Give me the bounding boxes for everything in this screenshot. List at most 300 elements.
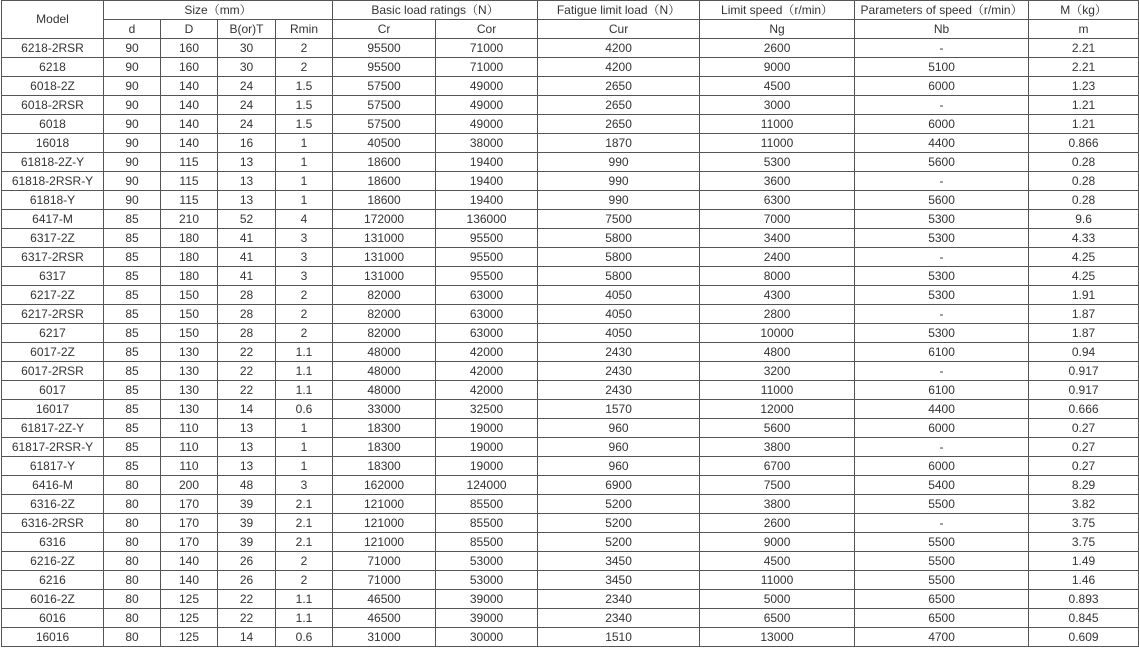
cell-rmin: 2 xyxy=(276,39,333,58)
cell-rmin: 1.1 xyxy=(276,362,333,381)
cell-rmin: 2.1 xyxy=(276,533,333,552)
cell-cur: 2430 xyxy=(538,343,700,362)
cell-outer-d: 110 xyxy=(161,419,218,438)
cell-mass: 0.917 xyxy=(1029,381,1139,400)
cell-d: 85 xyxy=(104,229,161,248)
cell-cr: 162000 xyxy=(333,476,436,495)
cell-model: 6316-2RSR xyxy=(2,514,104,533)
cell-outer-d: 115 xyxy=(161,191,218,210)
cell-d: 80 xyxy=(104,533,161,552)
cell-ng: 3000 xyxy=(700,96,855,115)
cell-rmin: 1 xyxy=(276,457,333,476)
cell-mass: 0.28 xyxy=(1029,191,1139,210)
cell-mass: 9.6 xyxy=(1029,210,1139,229)
cell-rmin: 1.5 xyxy=(276,115,333,134)
cell-outer-d: 150 xyxy=(161,324,218,343)
cell-cr: 18300 xyxy=(333,438,436,457)
cell-nb: 4400 xyxy=(855,134,1029,153)
cell-model: 6316-2Z xyxy=(2,495,104,514)
subheader-cor: Cor xyxy=(436,20,538,39)
cell-cor: 49000 xyxy=(436,96,538,115)
cell-outer-d: 210 xyxy=(161,210,218,229)
cell-nb: 4400 xyxy=(855,400,1029,419)
cell-cur: 2340 xyxy=(538,609,700,628)
cell-rmin: 1 xyxy=(276,438,333,457)
cell-ng: 11000 xyxy=(700,115,855,134)
header-row xyxy=(2,1,1139,20)
cell-outer-d: 200 xyxy=(161,476,218,495)
cell-ng: 9000 xyxy=(700,533,855,552)
cell-model: 16018 xyxy=(2,134,104,153)
cell-cr: 82000 xyxy=(333,324,436,343)
cell-nb: 5500 xyxy=(855,533,1029,552)
cell-cor: 39000 xyxy=(436,590,538,609)
cell-rmin: 2.1 xyxy=(276,495,333,514)
cell-ng: 2400 xyxy=(700,248,855,267)
cell-d: 85 xyxy=(104,286,161,305)
cell-nb: 6100 xyxy=(855,381,1029,400)
subheader-ng: Ng xyxy=(700,20,855,39)
cell-cr: 18600 xyxy=(333,191,436,210)
cell-model: 61818-Y xyxy=(2,191,104,210)
cell-cr: 46500 xyxy=(333,590,436,609)
cell-cor: 53000 xyxy=(436,552,538,571)
cell-cor: 42000 xyxy=(436,381,538,400)
table-row xyxy=(2,172,1139,191)
cell-cr: 82000 xyxy=(333,286,436,305)
cell-model: 6218-2RSR xyxy=(2,39,104,58)
cell-cr: 31000 xyxy=(333,628,436,647)
cell-rmin: 1.1 xyxy=(276,590,333,609)
cell-width: 26 xyxy=(218,552,276,571)
cell-ng: 11000 xyxy=(700,381,855,400)
cell-outer-d: 110 xyxy=(161,457,218,476)
table-row xyxy=(2,210,1139,229)
cell-d: 90 xyxy=(104,134,161,153)
cell-rmin: 2 xyxy=(276,305,333,324)
cell-nb: 4700 xyxy=(855,628,1029,647)
header-mass: M（kg） xyxy=(1029,1,1139,20)
cell-cor: 53000 xyxy=(436,571,538,590)
cell-d: 85 xyxy=(104,267,161,286)
cell-outer-d: 180 xyxy=(161,248,218,267)
cell-outer-d: 130 xyxy=(161,362,218,381)
cell-cr: 95500 xyxy=(333,39,436,58)
cell-nb: 5300 xyxy=(855,286,1029,305)
cell-ng: 8000 xyxy=(700,267,855,286)
cell-rmin: 3 xyxy=(276,248,333,267)
table-row xyxy=(2,153,1139,172)
cell-cur: 1570 xyxy=(538,400,700,419)
cell-d: 85 xyxy=(104,210,161,229)
cell-width: 13 xyxy=(218,191,276,210)
cell-mass: 0.609 xyxy=(1029,628,1139,647)
cell-cur: 6900 xyxy=(538,476,700,495)
cell-d: 80 xyxy=(104,571,161,590)
cell-model: 6217 xyxy=(2,324,104,343)
cell-nb: 6000 xyxy=(855,457,1029,476)
cell-mass: 3.75 xyxy=(1029,514,1139,533)
cell-cr: 48000 xyxy=(333,343,436,362)
cell-cor: 71000 xyxy=(436,39,538,58)
table-row xyxy=(2,343,1139,362)
table-row xyxy=(2,324,1139,343)
cell-rmin: 2 xyxy=(276,324,333,343)
cell-width: 22 xyxy=(218,381,276,400)
cell-width: 41 xyxy=(218,248,276,267)
cell-rmin: 1 xyxy=(276,191,333,210)
cell-mass: 0.845 xyxy=(1029,609,1139,628)
cell-cor: 95500 xyxy=(436,248,538,267)
cell-model: 6216 xyxy=(2,571,104,590)
header-model: Model xyxy=(2,1,104,39)
cell-model: 6216-2Z xyxy=(2,552,104,571)
cell-width: 30 xyxy=(218,39,276,58)
cell-model: 61817-Y xyxy=(2,457,104,476)
cell-nb: 5300 xyxy=(855,210,1029,229)
table-row xyxy=(2,39,1139,58)
cell-ng: 4500 xyxy=(700,552,855,571)
cell-model: 16017 xyxy=(2,400,104,419)
table-row xyxy=(2,305,1139,324)
cell-cr: 121000 xyxy=(333,495,436,514)
cell-mass: 0.917 xyxy=(1029,362,1139,381)
subheader-rmin: Rmin xyxy=(276,20,333,39)
cell-outer-d: 140 xyxy=(161,115,218,134)
cell-cur: 2340 xyxy=(538,590,700,609)
cell-rmin: 1.1 xyxy=(276,381,333,400)
cell-model: 6316 xyxy=(2,533,104,552)
cell-width: 13 xyxy=(218,172,276,191)
cell-mass: 0.27 xyxy=(1029,419,1139,438)
cell-ng: 7000 xyxy=(700,210,855,229)
cell-mass: 2.21 xyxy=(1029,58,1139,77)
cell-mass: 0.94 xyxy=(1029,343,1139,362)
cell-cur: 2430 xyxy=(538,381,700,400)
cell-cr: 40500 xyxy=(333,134,436,153)
cell-cur: 2650 xyxy=(538,115,700,134)
cell-width: 28 xyxy=(218,324,276,343)
cell-mass: 0.893 xyxy=(1029,590,1139,609)
cell-d: 90 xyxy=(104,39,161,58)
cell-rmin: 1 xyxy=(276,134,333,153)
cell-ng: 5000 xyxy=(700,590,855,609)
table-row xyxy=(2,134,1139,153)
cell-width: 24 xyxy=(218,96,276,115)
cell-mass: 0.27 xyxy=(1029,457,1139,476)
cell-d: 85 xyxy=(104,457,161,476)
cell-width: 41 xyxy=(218,267,276,286)
cell-nb: 6000 xyxy=(855,77,1029,96)
table-row xyxy=(2,267,1139,286)
cell-cur: 5200 xyxy=(538,533,700,552)
cell-d: 80 xyxy=(104,495,161,514)
cell-cur: 960 xyxy=(538,438,700,457)
table-row xyxy=(2,191,1139,210)
cell-cor: 124000 xyxy=(436,476,538,495)
cell-model: 6017 xyxy=(2,381,104,400)
cell-width: 24 xyxy=(218,77,276,96)
cell-outer-d: 150 xyxy=(161,286,218,305)
cell-d: 80 xyxy=(104,476,161,495)
cell-cur: 960 xyxy=(538,419,700,438)
table-row xyxy=(2,590,1139,609)
cell-cor: 63000 xyxy=(436,286,538,305)
cell-mass: 1.21 xyxy=(1029,96,1139,115)
cell-cr: 48000 xyxy=(333,381,436,400)
table-body xyxy=(2,39,1139,647)
cell-cor: 85500 xyxy=(436,533,538,552)
subheader-cur: Cur xyxy=(538,20,700,39)
cell-cr: 71000 xyxy=(333,552,436,571)
cell-ng: 3400 xyxy=(700,229,855,248)
cell-cur: 5800 xyxy=(538,229,700,248)
cell-cor: 95500 xyxy=(436,229,538,248)
cell-ng: 4800 xyxy=(700,343,855,362)
subheader-nb: Nb xyxy=(855,20,1029,39)
cell-nb: 5500 xyxy=(855,495,1029,514)
cell-outer-d: 115 xyxy=(161,153,218,172)
cell-d: 85 xyxy=(104,381,161,400)
cell-rmin: 0.6 xyxy=(276,628,333,647)
cell-nb: 6000 xyxy=(855,419,1029,438)
cell-model: 61818-2RSR-Y xyxy=(2,172,104,191)
cell-rmin: 4 xyxy=(276,210,333,229)
cell-cur: 990 xyxy=(538,153,700,172)
cell-d: 80 xyxy=(104,552,161,571)
cell-cor: 32500 xyxy=(436,400,538,419)
cell-rmin: 3 xyxy=(276,476,333,495)
cell-model: 6016 xyxy=(2,609,104,628)
cell-ng: 3600 xyxy=(700,172,855,191)
cell-mass: 3.82 xyxy=(1029,495,1139,514)
cell-cur: 5800 xyxy=(538,267,700,286)
cell-ng: 11000 xyxy=(700,571,855,590)
cell-model: 6416-M xyxy=(2,476,104,495)
cell-outer-d: 170 xyxy=(161,514,218,533)
cell-cur: 2650 xyxy=(538,77,700,96)
cell-cr: 131000 xyxy=(333,248,436,267)
cell-cr: 57500 xyxy=(333,77,436,96)
cell-width: 14 xyxy=(218,628,276,647)
table-row xyxy=(2,58,1139,77)
cell-width: 22 xyxy=(218,362,276,381)
cell-cor: 19400 xyxy=(436,172,538,191)
cell-outer-d: 140 xyxy=(161,134,218,153)
cell-nb: 5100 xyxy=(855,58,1029,77)
cell-ng: 2600 xyxy=(700,39,855,58)
cell-d: 90 xyxy=(104,96,161,115)
cell-mass: 1.87 xyxy=(1029,324,1139,343)
cell-d: 90 xyxy=(104,153,161,172)
cell-cr: 18600 xyxy=(333,153,436,172)
cell-cor: 39000 xyxy=(436,609,538,628)
cell-ng: 12000 xyxy=(700,400,855,419)
cell-rmin: 1 xyxy=(276,172,333,191)
cell-nb: 6500 xyxy=(855,609,1029,628)
subheader-D: D xyxy=(161,20,218,39)
cell-cor: 95500 xyxy=(436,267,538,286)
cell-cr: 71000 xyxy=(333,571,436,590)
cell-width: 24 xyxy=(218,115,276,134)
table-row xyxy=(2,457,1139,476)
cell-rmin: 1 xyxy=(276,153,333,172)
cell-rmin: 2 xyxy=(276,58,333,77)
cell-ng: 3800 xyxy=(700,438,855,457)
cell-outer-d: 125 xyxy=(161,590,218,609)
cell-ng: 6500 xyxy=(700,609,855,628)
cell-cur: 4200 xyxy=(538,58,700,77)
cell-cur: 3450 xyxy=(538,552,700,571)
cell-width: 22 xyxy=(218,590,276,609)
cell-rmin: 2 xyxy=(276,286,333,305)
cell-cor: 49000 xyxy=(436,77,538,96)
cell-d: 90 xyxy=(104,172,161,191)
cell-width: 16 xyxy=(218,134,276,153)
cell-mass: 1.46 xyxy=(1029,571,1139,590)
table-row xyxy=(2,609,1139,628)
cell-cr: 18300 xyxy=(333,457,436,476)
cell-nb: 5300 xyxy=(855,229,1029,248)
cell-nb: - xyxy=(855,305,1029,324)
cell-nb: 6500 xyxy=(855,590,1029,609)
cell-cor: 42000 xyxy=(436,343,538,362)
cell-nb: 5600 xyxy=(855,191,1029,210)
cell-outer-d: 125 xyxy=(161,609,218,628)
cell-d: 80 xyxy=(104,628,161,647)
cell-nb: 6100 xyxy=(855,343,1029,362)
table-row xyxy=(2,286,1139,305)
cell-model: 6217-2Z xyxy=(2,286,104,305)
cell-nb: 6000 xyxy=(855,115,1029,134)
header-fatigue: Fatigue limit load（N） xyxy=(538,1,700,20)
cell-width: 26 xyxy=(218,571,276,590)
cell-d: 80 xyxy=(104,590,161,609)
cell-d: 90 xyxy=(104,58,161,77)
cell-d: 85 xyxy=(104,400,161,419)
cell-rmin: 3 xyxy=(276,229,333,248)
cell-nb: 5500 xyxy=(855,571,1029,590)
cell-outer-d: 130 xyxy=(161,400,218,419)
cell-mass: 0.666 xyxy=(1029,400,1139,419)
cell-rmin: 0.6 xyxy=(276,400,333,419)
cell-outer-d: 125 xyxy=(161,628,218,647)
cell-cor: 49000 xyxy=(436,115,538,134)
cell-outer-d: 130 xyxy=(161,381,218,400)
table-row xyxy=(2,400,1139,419)
cell-model: 6018-2Z xyxy=(2,77,104,96)
table-row xyxy=(2,628,1139,647)
cell-model: 6018 xyxy=(2,115,104,134)
table-row xyxy=(2,476,1139,495)
cell-ng: 3800 xyxy=(700,495,855,514)
cell-ng: 6700 xyxy=(700,457,855,476)
cell-outer-d: 160 xyxy=(161,39,218,58)
header-params-speed: Parameters of speed（r/min） xyxy=(855,1,1029,20)
cell-rmin: 1.1 xyxy=(276,343,333,362)
cell-ng: 11000 xyxy=(700,134,855,153)
cell-model: 6018-2RSR xyxy=(2,96,104,115)
cell-cor: 19000 xyxy=(436,438,538,457)
cell-nb: 5600 xyxy=(855,153,1029,172)
cell-width: 13 xyxy=(218,438,276,457)
cell-model: 6218 xyxy=(2,58,104,77)
cell-cur: 1510 xyxy=(538,628,700,647)
cell-rmin: 2.1 xyxy=(276,514,333,533)
cell-rmin: 1.1 xyxy=(276,609,333,628)
cell-ng: 9000 xyxy=(700,58,855,77)
cell-cor: 19000 xyxy=(436,419,538,438)
cell-width: 41 xyxy=(218,229,276,248)
table-row xyxy=(2,381,1139,400)
subheader-cr: Cr xyxy=(333,20,436,39)
cell-nb: - xyxy=(855,96,1029,115)
cell-model: 6017-2RSR xyxy=(2,362,104,381)
table-row xyxy=(2,115,1139,134)
cell-d: 85 xyxy=(104,324,161,343)
cell-cor: 85500 xyxy=(436,495,538,514)
cell-rmin: 2 xyxy=(276,552,333,571)
table-row xyxy=(2,96,1139,115)
cell-cur: 2650 xyxy=(538,96,700,115)
cell-cor: 19400 xyxy=(436,153,538,172)
cell-rmin: 1 xyxy=(276,419,333,438)
cell-width: 13 xyxy=(218,457,276,476)
cell-cr: 121000 xyxy=(333,533,436,552)
cell-outer-d: 150 xyxy=(161,305,218,324)
cell-cor: 63000 xyxy=(436,324,538,343)
cell-ng: 2600 xyxy=(700,514,855,533)
cell-cor: 71000 xyxy=(436,58,538,77)
cell-rmin: 1.5 xyxy=(276,96,333,115)
cell-width: 39 xyxy=(218,514,276,533)
cell-nb: 5300 xyxy=(855,324,1029,343)
cell-d: 85 xyxy=(104,438,161,457)
table-row xyxy=(2,438,1139,457)
cell-width: 22 xyxy=(218,343,276,362)
cell-cor: 38000 xyxy=(436,134,538,153)
cell-nb: - xyxy=(855,248,1029,267)
cell-outer-d: 110 xyxy=(161,438,218,457)
cell-cor: 85500 xyxy=(436,514,538,533)
cell-cr: 33000 xyxy=(333,400,436,419)
cell-cor: 19000 xyxy=(436,457,538,476)
cell-cur: 4050 xyxy=(538,324,700,343)
cell-mass: 1.23 xyxy=(1029,77,1139,96)
cell-d: 90 xyxy=(104,115,161,134)
cell-width: 28 xyxy=(218,286,276,305)
cell-cr: 57500 xyxy=(333,96,436,115)
cell-width: 13 xyxy=(218,153,276,172)
cell-cr: 46500 xyxy=(333,609,436,628)
cell-mass: 1.21 xyxy=(1029,115,1139,134)
cell-cur: 3450 xyxy=(538,571,700,590)
cell-mass: 2.21 xyxy=(1029,39,1139,58)
cell-outer-d: 180 xyxy=(161,229,218,248)
cell-cur: 960 xyxy=(538,457,700,476)
cell-cur: 990 xyxy=(538,191,700,210)
cell-cr: 18600 xyxy=(333,172,436,191)
cell-cor: 63000 xyxy=(436,305,538,324)
table-row xyxy=(2,229,1139,248)
table-row xyxy=(2,248,1139,267)
cell-d: 90 xyxy=(104,191,161,210)
cell-rmin: 1.5 xyxy=(276,77,333,96)
table-row xyxy=(2,571,1139,590)
cell-cur: 5800 xyxy=(538,248,700,267)
cell-width: 22 xyxy=(218,609,276,628)
cell-width: 14 xyxy=(218,400,276,419)
